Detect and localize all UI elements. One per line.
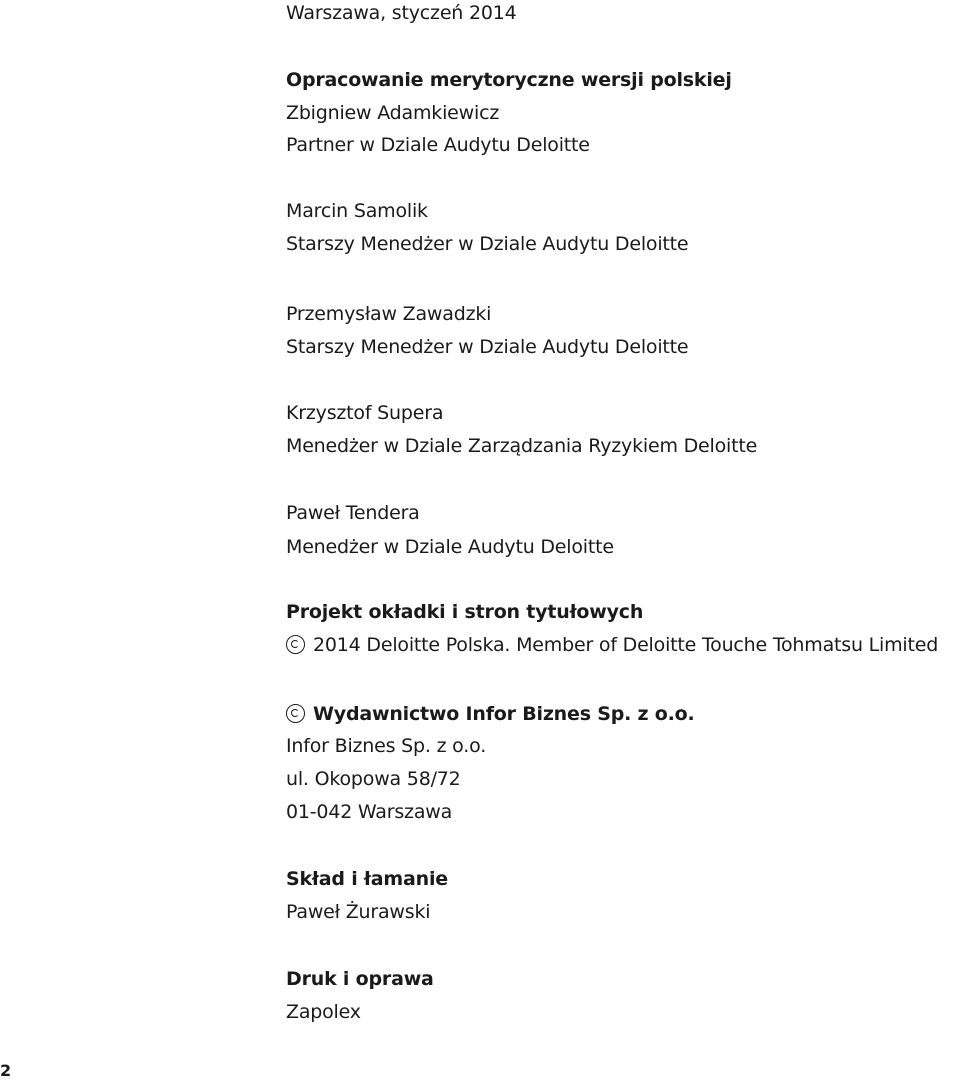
- publisher-line-1: Infor Biznes Sp. z o.o.: [286, 735, 487, 757]
- typesetting-name: Paweł Żurawski: [286, 901, 431, 923]
- merit-section-heading: Opracowanie merytoryczne wersji polskiej: [286, 69, 732, 91]
- printing-name: Zapolex: [286, 1001, 361, 1023]
- person-name-4: Krzysztof Supera: [286, 402, 444, 424]
- copyright-icon: [286, 635, 305, 654]
- cover-copyright-line: [286, 633, 938, 657]
- person-name-5: Paweł Tendera: [286, 502, 420, 524]
- person-name-2: Marcin Samolik: [286, 200, 428, 222]
- person-name-3: Przemysław Zawadzki: [286, 303, 492, 325]
- printing-heading: Druk i oprawa: [286, 968, 434, 990]
- copyright-icon: [286, 704, 305, 723]
- typesetting-heading: Skład i łamanie: [286, 868, 448, 890]
- person-role-4: Menedżer w Dziale Zarządzania Ryzykiem Deloitte: [286, 435, 758, 457]
- cover-section-heading: Projekt okładki i stron tytułowych: [286, 601, 644, 623]
- cover-copyright-text: 2014 Deloitte Polska. Member of Deloitte Touche Tohmatsu Limited: [313, 634, 939, 656]
- publisher-heading: Wydawnictwo Infor Biznes Sp. z o.o.: [313, 703, 695, 725]
- page-number: 2: [0, 1061, 12, 1080]
- place-date: Warszawa, styczeń 2014: [286, 2, 517, 24]
- person-role-5: Menedżer w Dziale Audytu Deloitte: [286, 536, 614, 558]
- person-name-1: Zbigniew Adamkiewicz: [286, 102, 500, 124]
- publisher-heading-line: [286, 702, 695, 726]
- person-role-2: Starszy Menedżer w Dziale Audytu Deloitte: [286, 233, 689, 255]
- person-role-1: Partner w Dziale Audytu Deloitte: [286, 134, 590, 156]
- publisher-line-2: ul. Okopowa 58/72: [286, 768, 461, 790]
- publisher-line-3: 01-042 Warszawa: [286, 801, 453, 823]
- person-role-3: Starszy Menedżer w Dziale Audytu Deloitte: [286, 336, 689, 358]
